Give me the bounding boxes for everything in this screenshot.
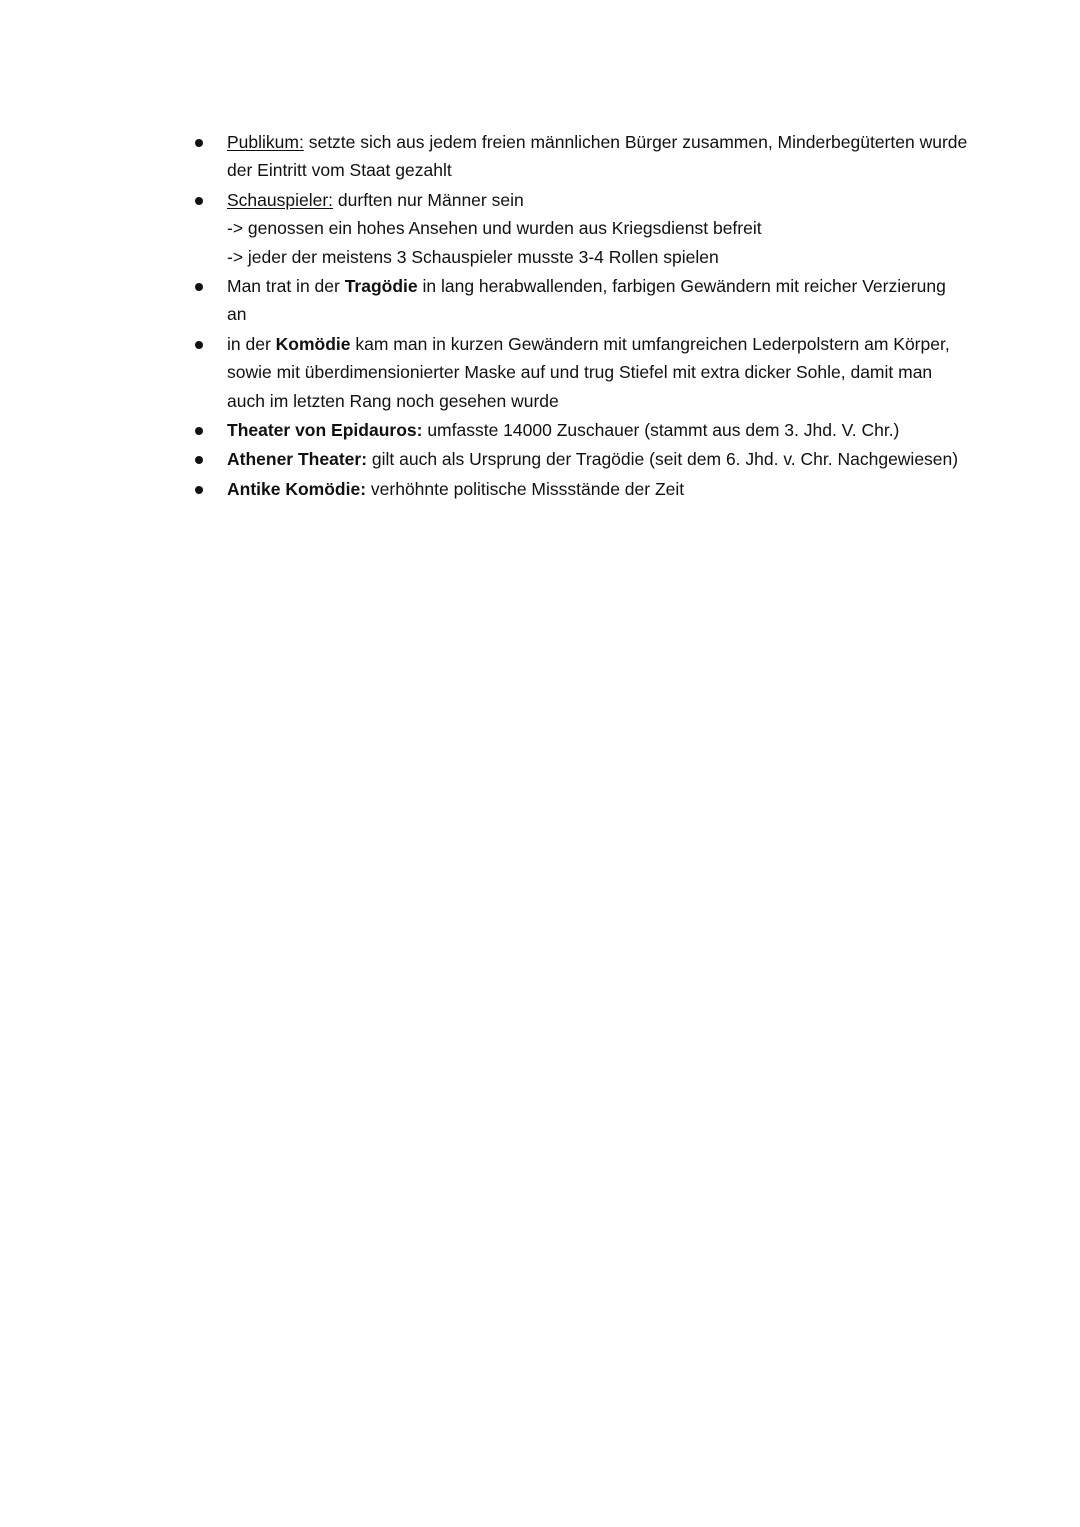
sub-line: -> jeder der meistens 3 Schauspieler musste 3-4 Rollen spielen — [227, 246, 719, 267]
item-text: setzte sich aus jedem freien männlichen Bürger zusammen, Minderbegüterten wurde der Eintritt vom Staat gezahlt — [227, 132, 968, 181]
item-text: durften nur Männer sein — [333, 189, 524, 210]
list-item-schauspieler — [190, 186, 970, 271]
bold-term: Tragödie — [344, 276, 418, 297]
item-text: in der — [227, 333, 276, 354]
term-label: Athener Theater: — [227, 449, 368, 470]
bullet-icon — [195, 427, 203, 435]
bold-term: Komödie — [275, 333, 351, 354]
term-label: Theater von Epidauros: — [227, 420, 423, 441]
term-label: Antike Komödie: — [227, 478, 367, 499]
item-text: verhöhnte politische Missstände der Zeit — [366, 478, 685, 499]
bullet-icon — [195, 456, 203, 464]
item-text: kam man in kurzen Gewändern mit umfangreichen Lederpolstern am Körper, sowie mit überdimensionierter Maske auf und trug Stiefel mit extra dicker Sohle, damit man auch im letzten Rang noch gesehen wurde — [227, 333, 950, 411]
item-text: Man trat in der — [227, 276, 345, 297]
term-label: Publikum: — [227, 132, 304, 152]
term-label: Schauspieler: — [227, 189, 334, 210]
bullet-icon — [195, 486, 203, 494]
list-item-komoedie — [190, 330, 970, 415]
list-item-antike-komoedie — [190, 475, 970, 503]
bullet-icon — [195, 197, 203, 205]
item-text: in lang herabwallenden, farbigen Gewändern mit reicher Verzierung an — [227, 276, 946, 325]
list-item-epidauros — [190, 416, 970, 444]
bullet-list — [190, 128, 970, 504]
list-item-athener-theater — [190, 445, 970, 473]
sub-line: -> genossen ein hohes Ansehen und wurden aus Kriegsdienst befreit — [227, 218, 762, 239]
bullet-icon — [195, 283, 203, 291]
list-item-tragoedie — [190, 272, 970, 329]
item-text: umfasste 14000 Zuschauer (stammt aus dem 3. Jhd. V. Chr.) — [422, 420, 900, 441]
bullet-icon — [195, 341, 203, 349]
list-item-publikum — [190, 128, 970, 185]
item-text: gilt auch als Ursprung der Tragödie (seit dem 6. Jhd. v. Chr. Nachgewiesen) — [367, 449, 959, 470]
bullet-icon — [195, 139, 203, 147]
